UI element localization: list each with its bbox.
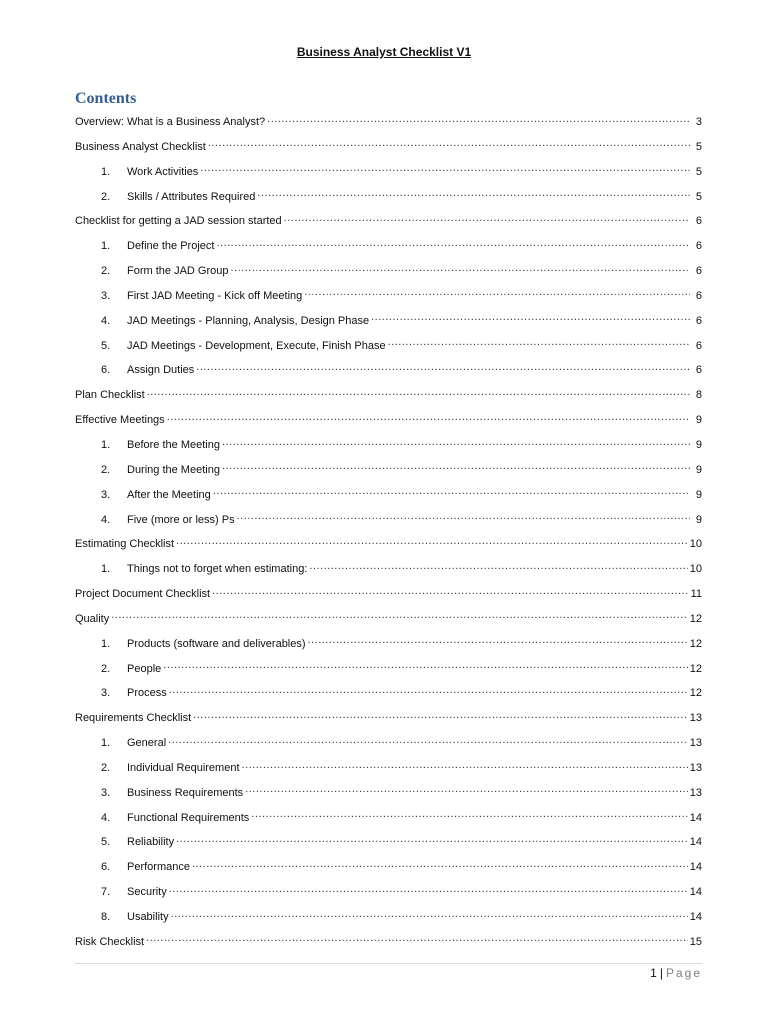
toc-entry[interactable] [75, 557, 702, 582]
toc-entry-row[interactable] [75, 209, 702, 234]
toc-entry-page-number[interactable]: 9 [695, 414, 702, 427]
toc-dot-leader [171, 911, 688, 923]
toc-entry-label[interactable]: Process [127, 687, 167, 700]
toc-entry-number: 1. [101, 240, 111, 253]
toc-entry-number: 1. [101, 563, 111, 576]
toc-entry-page-number[interactable]: 6 [695, 364, 702, 377]
toc-dot-leader [242, 762, 688, 774]
toc-dot-leader [257, 191, 690, 203]
toc-entry[interactable] [75, 607, 702, 632]
toc-entry-label[interactable]: First JAD Meeting - Kick off Meeting [127, 289, 303, 302]
toc-entry[interactable] [75, 681, 702, 706]
toc-entry[interactable] [75, 185, 702, 210]
toc-entry-row[interactable] [75, 135, 702, 160]
toc-entry-page-number[interactable]: 12 [689, 637, 702, 650]
toc-entry-page-number[interactable]: 13 [689, 712, 702, 725]
toc-entry-page-number[interactable]: 5 [695, 140, 702, 153]
toc-entry[interactable] [75, 408, 702, 433]
toc-entry-label[interactable]: Individual Requirement [127, 761, 240, 774]
toc-entry[interactable] [75, 731, 702, 756]
toc-entry-number: 6. [101, 861, 111, 874]
toc-entry-row[interactable] [101, 259, 702, 284]
toc-entry-row[interactable] [101, 731, 702, 756]
toc-entry-number: 4. [101, 811, 111, 824]
page-number: 1 [650, 966, 657, 980]
toc-entry[interactable] [75, 706, 702, 731]
toc-entry-page-number[interactable]: 10 [689, 538, 702, 551]
toc-entry-row[interactable] [101, 905, 702, 930]
toc-entry-row[interactable] [101, 855, 702, 880]
toc-entry[interactable] [75, 532, 702, 557]
toc-dot-leader [304, 290, 690, 302]
toc-entry-row[interactable] [101, 483, 702, 508]
toc-dot-leader [192, 862, 688, 874]
toc-entry-page-number[interactable]: 14 [689, 811, 702, 824]
toc-entry-number: 2. [101, 761, 111, 774]
toc-entry-number: 5. [101, 836, 111, 849]
toc-entry-page-number[interactable]: 14 [689, 836, 702, 849]
toc-entry-number: 2. [101, 265, 111, 278]
toc-entry-number: 3. [101, 786, 111, 799]
toc-entry-label[interactable]: Checklist for getting a JAD session started [75, 215, 282, 228]
toc-entry[interactable] [75, 433, 702, 458]
toc-dot-leader [284, 216, 690, 228]
toc-dot-leader [251, 812, 687, 824]
toc-entry-label[interactable]: Form the JAD Group [127, 265, 229, 278]
toc-entry-page-number[interactable]: 5 [695, 190, 702, 203]
toc-entry-label[interactable]: Products (software and deliverables) [127, 637, 306, 650]
toc-entry[interactable] [75, 508, 702, 533]
toc-dot-leader [193, 713, 688, 725]
toc-entry-label[interactable]: Requirements Checklist [75, 712, 192, 725]
toc-entry-row[interactable] [75, 532, 702, 557]
toc-dot-leader [245, 787, 688, 799]
toc-entry[interactable] [75, 334, 702, 359]
toc-entry-page-number[interactable]: 13 [689, 786, 702, 799]
toc-dot-leader [222, 464, 690, 476]
toc-entry[interactable] [75, 657, 702, 682]
toc-entry-label[interactable]: Before the Meeting [127, 438, 220, 451]
toc-dot-leader [176, 837, 688, 849]
toc-entry-label[interactable]: Security [127, 886, 167, 899]
toc-entry-row[interactable] [101, 458, 702, 483]
toc-entry[interactable] [75, 855, 702, 880]
toc-dot-leader [308, 638, 688, 650]
toc-entry-label[interactable]: Risk Checklist [75, 935, 145, 948]
toc-entry[interactable] [75, 905, 702, 930]
toc-entry-label[interactable]: General [127, 737, 167, 750]
toc-dot-leader [216, 241, 690, 253]
toc-entry-label[interactable]: After the Meeting [127, 488, 211, 501]
toc-entry[interactable] [75, 806, 702, 831]
toc-entry-label[interactable]: Define the Project [127, 240, 215, 253]
toc-entry-number: 2. [101, 662, 111, 675]
toc-entry[interactable] [75, 930, 702, 955]
toc-entry[interactable] [75, 383, 702, 408]
toc-dot-leader [213, 489, 690, 501]
toc-dot-leader [267, 116, 690, 128]
toc-entry-page-number[interactable]: 6 [695, 265, 702, 278]
toc-entry-row[interactable] [101, 557, 702, 582]
toc-entry-row[interactable] [101, 756, 702, 781]
toc-entry-row[interactable] [75, 706, 702, 731]
toc-entry-row[interactable] [101, 681, 702, 706]
toc-entry[interactable] [75, 756, 702, 781]
toc-entry-row[interactable] [75, 408, 702, 433]
toc-entry-number: 1. [101, 438, 111, 451]
toc-entry[interactable] [75, 483, 702, 508]
toc-entry-page-number[interactable]: 14 [689, 861, 702, 874]
toc-entry-page-number[interactable]: 13 [689, 737, 702, 750]
toc-entry-label[interactable]: Overview: What is a Business Analyst? [75, 116, 266, 128]
toc-entry-page-number[interactable]: 6 [695, 314, 702, 327]
toc-entry-number: 6. [101, 364, 111, 377]
toc-dot-leader [169, 688, 688, 700]
toc-entry-number: 3. [101, 289, 111, 302]
toc-entry[interactable] [75, 259, 702, 284]
footer-separator: | [659, 966, 663, 980]
toc-entry-page-number[interactable]: 5 [695, 165, 702, 178]
toc-entry-page-number[interactable]: 11 [690, 588, 702, 601]
toc-entry-label[interactable]: JAD Meetings - Development, Execute, Finish Phase [127, 339, 386, 352]
toc-entry-number: 5. [101, 339, 111, 352]
toc-entry-row[interactable] [75, 383, 702, 408]
toc-entry-label[interactable]: Reliability [127, 836, 175, 849]
toc-entry-row[interactable] [75, 607, 702, 632]
table-of-contents [75, 110, 702, 955]
toc-entry[interactable] [75, 458, 702, 483]
toc-entry[interactable] [75, 209, 702, 234]
toc-entry-page-number[interactable]: 12 [689, 612, 702, 625]
toc-entry-row[interactable] [75, 930, 702, 955]
toc-entry-label[interactable]: Estimating Checklist [75, 538, 175, 551]
toc-entry-page-number[interactable]: 10 [689, 563, 702, 576]
toc-entry[interactable] [75, 582, 702, 607]
toc-entry-page-number[interactable]: 6 [695, 339, 702, 352]
toc-entry-row[interactable] [101, 284, 702, 309]
toc-entry-page-number[interactable]: 3 [695, 116, 702, 128]
toc-entry-page-number[interactable]: 12 [689, 662, 702, 675]
toc-entry[interactable] [75, 358, 702, 383]
toc-entry-row[interactable] [101, 806, 702, 831]
toc-entry[interactable] [75, 781, 702, 806]
toc-entry-row[interactable] [75, 110, 702, 135]
toc-entry-row[interactable] [101, 880, 702, 905]
toc-entry-row[interactable] [101, 358, 702, 383]
toc-entry-page-number[interactable]: 6 [695, 289, 702, 302]
toc-entry-page-number[interactable]: 9 [695, 438, 702, 451]
toc-entry-label[interactable]: Project Document Checklist [75, 588, 211, 601]
toc-entry-row[interactable] [101, 508, 702, 533]
toc-entry[interactable] [75, 160, 702, 185]
toc-entry-row[interactable] [101, 185, 702, 210]
toc-entry-row[interactable] [101, 781, 702, 806]
toc-entry-row[interactable] [101, 234, 702, 259]
document-title: Business Analyst Checklist V1 [296, 45, 472, 59]
toc-entry-page-number[interactable]: 8 [695, 389, 702, 402]
toc-entry-number: 1. [101, 637, 111, 650]
toc-entry[interactable] [75, 284, 702, 309]
toc-entry-label[interactable]: Work Activities [127, 165, 199, 178]
toc-entry-row[interactable] [101, 160, 702, 185]
toc-entry-row[interactable] [75, 582, 702, 607]
toc-entry[interactable] [75, 632, 702, 657]
toc-dot-leader [230, 265, 690, 277]
toc-entry-label[interactable]: People [127, 662, 162, 675]
toc-dot-leader [169, 887, 688, 899]
toc-dot-leader [237, 514, 690, 526]
toc-entry-label[interactable]: Business Requirements [127, 786, 244, 799]
toc-entry-row[interactable] [101, 830, 702, 855]
toc-entry-number: 4. [101, 513, 111, 526]
toc-entry-page-number[interactable]: 15 [689, 935, 702, 948]
toc-entry-row[interactable] [101, 334, 702, 359]
toc-dot-leader [388, 340, 690, 352]
toc-entry-page-number[interactable]: 9 [695, 513, 702, 526]
toc-entry-row[interactable] [101, 309, 702, 334]
toc-entry[interactable] [75, 135, 702, 160]
toc-entry-label[interactable]: Business Analyst Checklist [75, 140, 206, 153]
toc-entry-page-number[interactable]: 12 [689, 687, 702, 700]
toc-entry-label[interactable]: Effective Meetings [75, 414, 165, 427]
toc-entry-label[interactable]: Things not to forget when estimating: [127, 563, 308, 576]
toc-entry-label[interactable]: Assign Duties [127, 364, 195, 377]
toc-entry-number: 1. [101, 737, 111, 750]
toc-entry-page-number[interactable]: 6 [695, 240, 702, 253]
page-label: Page [665, 966, 702, 980]
toc-dot-leader [200, 166, 690, 178]
toc-dot-leader [222, 439, 690, 451]
toc-entry-page-number[interactable]: 14 [689, 911, 702, 923]
toc-entry-label[interactable]: Five (more or less) Ps [127, 513, 235, 526]
toc-entry-label[interactable]: Functional Requirements [127, 811, 250, 824]
toc-dot-leader [146, 936, 688, 948]
toc-dot-leader [147, 390, 690, 402]
toc-entry-number: 7. [101, 886, 111, 899]
toc-entry-label[interactable]: Usability [127, 911, 169, 923]
toc-dot-leader [176, 539, 688, 551]
toc-entry-label[interactable]: During the Meeting [127, 463, 220, 476]
footer-divider [75, 963, 702, 964]
toc-dot-leader [163, 663, 687, 675]
toc-entry[interactable] [75, 880, 702, 905]
toc-entry-page-number[interactable]: 13 [689, 761, 702, 774]
toc-entry-page-number[interactable]: 9 [695, 463, 702, 476]
toc-entry[interactable] [75, 830, 702, 855]
page-footer [650, 966, 702, 980]
toc-entry-page-number[interactable]: 14 [689, 886, 702, 899]
toc-entry-label[interactable]: Performance [127, 861, 190, 874]
toc-entry-label[interactable]: Plan Checklist [75, 389, 145, 402]
toc-entry-row[interactable] [101, 657, 702, 682]
toc-dot-leader [371, 315, 690, 327]
toc-entry[interactable] [75, 110, 702, 135]
toc-dot-leader [208, 141, 690, 153]
toc-entry-number: 1. [101, 165, 111, 178]
toc-entry-label[interactable]: JAD Meetings - Planning, Analysis, Design Phase [127, 314, 370, 327]
toc-dot-leader [309, 564, 687, 576]
toc-entry-row[interactable] [101, 433, 702, 458]
toc-dot-leader [196, 365, 690, 377]
toc-entry[interactable] [75, 309, 702, 334]
toc-dot-leader [168, 738, 688, 750]
toc-entry-label[interactable]: Skills / Attributes Required [127, 190, 256, 203]
toc-entry-number: 3. [101, 687, 111, 700]
toc-entry-row[interactable] [101, 632, 702, 657]
toc-entry-number: 3. [101, 488, 111, 501]
toc-entry-number: 2. [101, 190, 111, 203]
contents-heading: Contents [75, 90, 137, 107]
toc-dot-leader [167, 415, 690, 427]
toc-dot-leader [111, 613, 688, 625]
toc-entry-number: 2. [101, 463, 111, 476]
toc-entry-page-number[interactable]: 9 [695, 488, 702, 501]
toc-entry[interactable] [75, 234, 702, 259]
toc-dot-leader [212, 588, 688, 600]
toc-entry-number: 8. [101, 911, 111, 923]
toc-entry-number: 4. [101, 314, 111, 327]
toc-entry-label[interactable]: Quality [75, 612, 110, 625]
toc-entry-page-number[interactable]: 6 [695, 215, 702, 228]
